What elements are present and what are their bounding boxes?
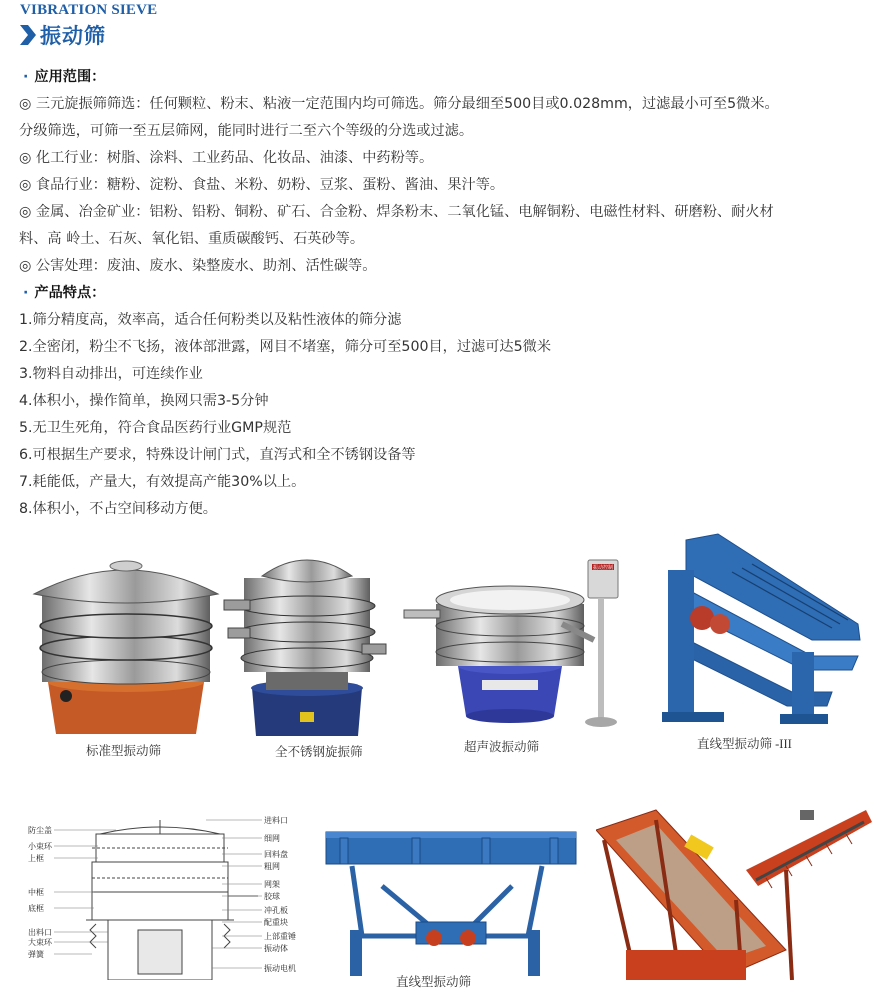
application-line: ◎ 金属、冶金矿业：铝粉、铅粉、铜粉、矿石、合金粉、焊条粉末、二氧化锰、电解铜粉、电磁性材料、研磨粉、耐火材 (19, 204, 774, 220)
feature-item: 6.可根据生产要求，特殊设计闸门式，直泻式和全不锈钢设备等 (19, 447, 416, 463)
features-title: 产品特点： (34, 285, 106, 301)
standard-sieve-image (28, 552, 224, 734)
english-title: VIBRATION SIEVE (20, 2, 158, 18)
application-line: ◎ 三元旋振筛筛选：任何颗粒、粉末、粘液一定范围内均可筛选。筛分最细至500目或0.028mm，过滤最小可至5微米。 (19, 96, 779, 112)
application-line: 料、高 岭土、石灰、氧化铝、重质碳酸钙、石英砂等。 (19, 231, 365, 247)
diagram-label: 中框 (28, 888, 44, 897)
diagram-label: 细网 (264, 834, 280, 843)
diagram-label: 冲孔板 (264, 906, 288, 915)
diagram-label: 配重块 (264, 918, 288, 927)
diagram-label: 上部重锤 (264, 932, 296, 941)
text-content (19, 64, 869, 523)
diagram-label: 底框 (28, 904, 44, 913)
diagram-label: 大束环 (28, 938, 52, 947)
diagram-label: 网架 (264, 880, 280, 889)
bullet-dot-icon: · (23, 69, 29, 85)
chevron-right-icon (18, 23, 38, 47)
diagram-label: 回料盘 (264, 850, 288, 859)
feature-item: 7.耗能低，产量大，有效提高产能30%以上。 (19, 474, 306, 490)
diagram-label: 胶球 (264, 892, 280, 901)
feature-item: 3.物料自动排出，可连续作业 (19, 366, 203, 382)
application-line: ◎ 食品行业：糖粉、淀粉、食盐、米粉、奶粉、豆浆、蛋粉、酱油、果汁等。 (19, 177, 505, 193)
structure-diagram (26, 812, 300, 980)
product-caption: 直线型振动筛 (396, 975, 472, 989)
feature-item: 1.筛分精度高，效率高，适合任何粉类以及粘性液体的筛分滤 (19, 312, 402, 328)
diagram-label: 出料口 (28, 928, 52, 937)
diagram-label: 进料口 (264, 816, 288, 825)
application-line: ◎ 公害处理：废油、废水、染整废水、助剂、活性碳等。 (19, 258, 377, 274)
diagram-label: 弹簧 (28, 950, 44, 959)
bullet-dot-icon: · (23, 285, 29, 301)
ultrasonic-sieve-image (402, 554, 630, 732)
features-heading (19, 280, 869, 307)
red-screen-conveyor-image (596, 800, 872, 980)
product-caption: 全不锈钢旋振筛 (275, 745, 363, 759)
diagram-label: 振动电机 (264, 964, 296, 973)
page-title: 振动筛 (40, 24, 106, 48)
product-caption: 超声波振动筛 (464, 740, 540, 754)
diagram-label: 粗网 (264, 862, 280, 871)
linear-screen-blue-image (322, 826, 580, 980)
product-caption: 直线型振动筛 -III (697, 737, 792, 751)
linear-screen-image (662, 532, 862, 728)
application-heading (19, 64, 869, 91)
application-line: ◎ 化工行业：树脂、涂料、工业药品、化妆品、油漆、中药粉等。 (19, 150, 434, 166)
stainless-sieve-image (222, 548, 390, 738)
feature-item: 5.无卫生死角，符合食品医药行业GMP规范 (19, 420, 292, 436)
application-title: 应用范围： (34, 69, 106, 85)
diagram-label: 上框 (28, 854, 44, 863)
diagram-label: 小束环 (28, 842, 52, 851)
diagram-label: 振动体 (264, 944, 288, 953)
control-box-label: 振动控制 (592, 565, 614, 571)
section-heading (18, 20, 106, 50)
product-caption: 标准型振动筛 (86, 744, 162, 758)
diagram-label: 防尘盖 (28, 826, 52, 835)
application-line: 分级筛选，可筛一至五层筛网，能同时进行二至六个等级的分选或过滤。 (19, 123, 474, 139)
feature-item: 8.体积小，不占空间移动方便。 (19, 501, 217, 517)
feature-item: 2.全密闭，粉尘不飞扬，液体部泄露，网目不堵塞，筛分可至500目，过滤可达5微米 (19, 339, 552, 355)
feature-item: 4.体积小，操作简单，换网只需3-5分钟 (19, 393, 269, 409)
